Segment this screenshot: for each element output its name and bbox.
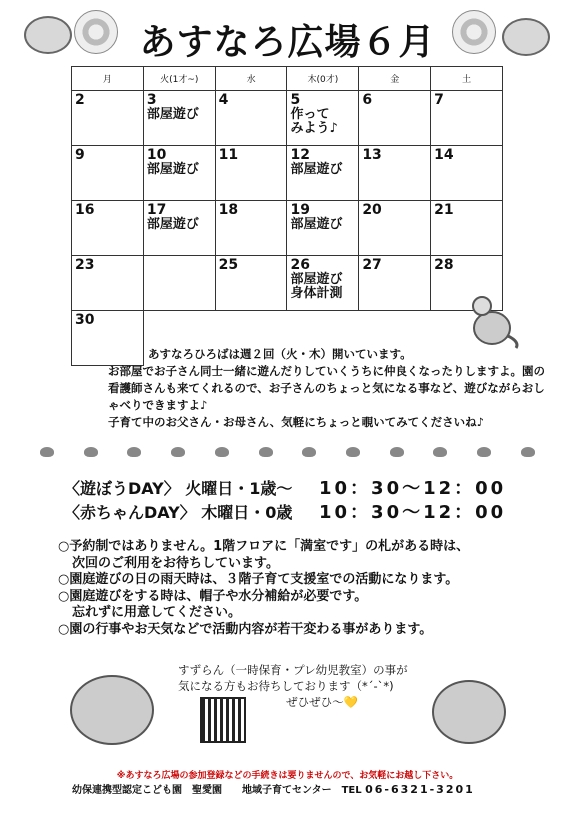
hydrangea-icon: [74, 10, 118, 54]
day-event: 部屋遊び: [146, 162, 199, 177]
calendar-day: [215, 256, 287, 311]
day-event: 部屋遊び 身体計測: [290, 272, 343, 301]
calendar-day: [431, 146, 503, 201]
weekday-header: 土: [431, 67, 503, 91]
calendar-week: [72, 91, 503, 146]
day-number: 14: [434, 147, 454, 163]
schedule-label: 〈赤ちゃんDAY〉 木曜日・0歳: [64, 503, 293, 522]
weekday-header: 金: [359, 67, 431, 91]
ant-divider: [40, 442, 535, 462]
intro-line: お部屋でお子さん同士一緒に遊んだりしていくうちに仲良くなったりしますよ。園の看護師さんも来てくれるので、お子さんのちょっと気になる事など、遊びながらおしゃべりできますよ♪: [108, 364, 545, 412]
intro-line: 子育て中のお父さん・お母さん、気軽にちょっと覗いてみてくださいね♪: [108, 415, 485, 429]
calendar-day: [215, 91, 287, 146]
day-event: 作って みよう♪: [290, 107, 338, 136]
day-number: 16: [75, 202, 95, 218]
day-number: 4: [218, 92, 229, 108]
day-number: 30: [75, 312, 95, 328]
day-number: 25: [218, 257, 239, 273]
intro-line: あすなろひろばは週２回（火・木）開いています。: [148, 347, 412, 361]
message-line: ぜひぜひ～💛: [286, 695, 358, 709]
calendar-day: [143, 201, 215, 256]
day-event: 部屋遊び: [290, 217, 343, 232]
day-number: 2: [75, 92, 85, 108]
day-number: 21: [434, 202, 454, 218]
day-number: 7: [434, 92, 444, 108]
schedule-row: [64, 476, 507, 499]
calendar-week: [72, 256, 503, 311]
weekday-header: 水: [215, 67, 287, 91]
day-number: 23: [75, 257, 95, 273]
calendar-day: [72, 256, 144, 311]
day-event: 部屋遊び: [146, 217, 199, 232]
hydrangea-icon: [452, 10, 496, 54]
schedule-time: 10：30～12：00: [319, 502, 507, 523]
calendar-day: [72, 146, 144, 201]
day-number: 18: [218, 202, 239, 218]
kangaroo-illustration: [460, 292, 520, 350]
snail-icon: [502, 18, 550, 56]
day-event: 部屋遊び: [290, 162, 343, 177]
calendar-day: [359, 91, 431, 146]
day-number: 10: [146, 147, 167, 163]
calendar-day: [359, 146, 431, 201]
calendar-day: [143, 146, 215, 201]
bear-illustration: [70, 675, 154, 745]
snail-icon: [24, 16, 72, 54]
day-number: 28: [434, 257, 454, 273]
calendar-header-row: [72, 67, 503, 91]
note-line: 次回のご利用をお待ちしています。: [72, 555, 279, 571]
note-line: 忘れずに用意してください。: [72, 605, 242, 620]
calendar-day: [359, 256, 431, 311]
note-line: ○園庭遊びの日の雨天時は、３階子育て支援室での活動になります。: [58, 572, 459, 587]
weekday-header: 火(1才~): [143, 67, 215, 91]
day-number: 5: [290, 92, 301, 108]
message-line: すずらん（一時保育・プレ幼児教室）の事が: [178, 663, 408, 677]
calendar-week: [72, 146, 503, 201]
note-line: ○園の行事やお天気などで活動内容が若干変わる事があります。: [58, 621, 433, 637]
calendar-day: [143, 256, 215, 311]
day-number: 19: [290, 202, 310, 218]
day-number: 26: [290, 257, 310, 273]
intro-text: [108, 346, 548, 431]
calendar-day: [287, 256, 359, 311]
calendar-day: [72, 91, 144, 146]
schedule-row: [64, 500, 507, 523]
phone-number: 06-6321-3201: [365, 783, 475, 796]
calendar-day: [287, 201, 359, 256]
notes: [58, 539, 538, 638]
note-line: ○園庭遊びをする時は、帽子や水分補給が必要です。: [58, 588, 368, 604]
day-number: 3: [146, 92, 157, 108]
day-number: 9: [75, 147, 85, 163]
calendar-day: [72, 201, 144, 256]
calendar-day: [215, 146, 287, 201]
day-number: 11: [218, 147, 239, 163]
day-event: 部屋遊び: [146, 107, 199, 122]
day-number: 6: [362, 92, 373, 108]
calendar-day: [287, 146, 359, 201]
registration-notice: ※あすなろ広場の参加登録などの手続きは要りませんので、お気軽にお越し下さい。: [116, 771, 459, 781]
calendar-day: [215, 201, 287, 256]
day-number: 27: [362, 257, 382, 273]
calendar-day: [143, 91, 215, 146]
calendar-day: [287, 91, 359, 146]
weekday-header: 木(0才): [287, 67, 359, 91]
schedule-time: 10：30～12：00: [319, 478, 507, 499]
day-number: 17: [146, 202, 167, 218]
day-number: 13: [362, 147, 382, 163]
day-number: 20: [362, 202, 382, 218]
organization-name: 幼保連携型認定こども園 聖愛園 地域子育てセンター TEL: [72, 785, 362, 796]
message-line: 気になる方もお待ちしております（*´-`*): [178, 679, 394, 693]
schedule-label: 〈遊ぼうDAY〉 火曜日・1歳～: [64, 479, 293, 498]
organization-info: [72, 781, 552, 796]
weekday-header: 月: [72, 67, 144, 91]
page-title: あすなろ広場６月: [139, 22, 436, 63]
qr-code[interactable]: [200, 697, 246, 743]
note-line: ○予約制ではありません。1階フロアに「満室です」の札がある時は、: [58, 539, 470, 554]
calendar-day: [359, 201, 431, 256]
bear-illustration: [432, 680, 506, 744]
calendar-day: [431, 91, 503, 146]
day-number: 12: [290, 147, 310, 163]
calendar: [71, 66, 503, 366]
calendar-week: [72, 201, 503, 256]
calendar-day: [431, 201, 503, 256]
